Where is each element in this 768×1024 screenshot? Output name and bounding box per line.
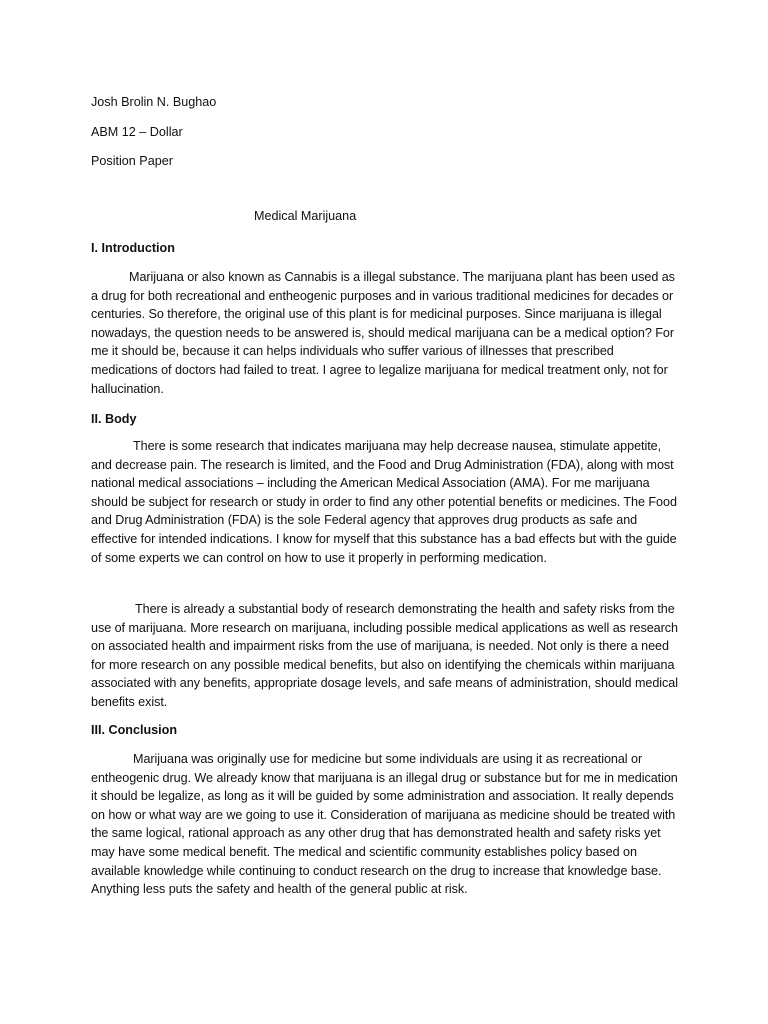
page-title: Medical Marijuana bbox=[254, 209, 357, 223]
paragraph-conclusion: Marijuana was originally use for medicine but some individuals are using it as recreational or entheogenic drug. We already know that marijuana is an illegal drug or substance but for me in medication it should be legalize, as long as it will be guided by some administration and association. It really depends on how or what way are we going to use it. Consideration of marijuana as medicine should be treated with the same logical, rational approach as any other drug that has demonstrated health and safety risks yet may have some medical benefit. The medical and scientific community establishes policy based on available knowledge while continuing to conduct research on the drug to increase that knowledge base. Anything less puts the safety and health of the general public at risk. bbox=[91, 752, 678, 897]
section-heading-body: II. Body bbox=[91, 412, 137, 426]
section-heading-introduction: I. Introduction bbox=[91, 241, 175, 255]
paragraph-body-2: There is already a substantial body of research demonstrating the health and safety risks from the use of marijuana. More research on marijuana, including possible medical applications as well as research on associated health and impairment risks from the use of marijuana, is needed. Not only is there a need for more research on any possible medical benefits, but also on identifying the chemicals within marijuana associated with any benefits, appropriate dosage levels, and safe means of administration, should medical benefits exist. bbox=[91, 602, 679, 709]
section-heading-conclusion: III. Conclusion bbox=[91, 723, 178, 737]
paragraph-body-1: There is some research that indicates marijuana may help decrease nausea, stimulate appetite, and decrease pain. The research is limited, and the Food and Drug Administration (FDA), along with most national medical associations – including the American Medical Association (AMA). For me marijuana should be subject for research or study in order to find any other potential benefits or medicines. The Food and Drug Administration (FDA) is the sole Federal agency that approves drug products as safe and effective for intended indications. I know for myself that this substance has a bad effects but with the guide of some experts we can control on how to use it properly in performing medication. bbox=[91, 439, 677, 565]
document-type: Position Paper bbox=[91, 154, 173, 168]
paragraph-introduction: Marijuana or also known as Cannabis is a illegal substance. The marijuana plant has been used as a drug for both recreational and entheogenic purposes and in various traditional medicines for decades or centuries. So therefore, the original use of this plant is for medicinal purposes. Since marijuana is illegal nowadays, the question needs to be answered is, should medical marijuana can be a medical option? For me it should be, because it can helps individuals who suffer various of illnesses that prescribed medications of doctors had failed to treat. I agree to legalize marijuana for medical treatment only, not for hallucination. bbox=[91, 270, 675, 396]
author-name: Josh Brolin N. Bughao bbox=[91, 95, 217, 109]
class-section: ABM 12 – Dollar bbox=[91, 125, 183, 139]
